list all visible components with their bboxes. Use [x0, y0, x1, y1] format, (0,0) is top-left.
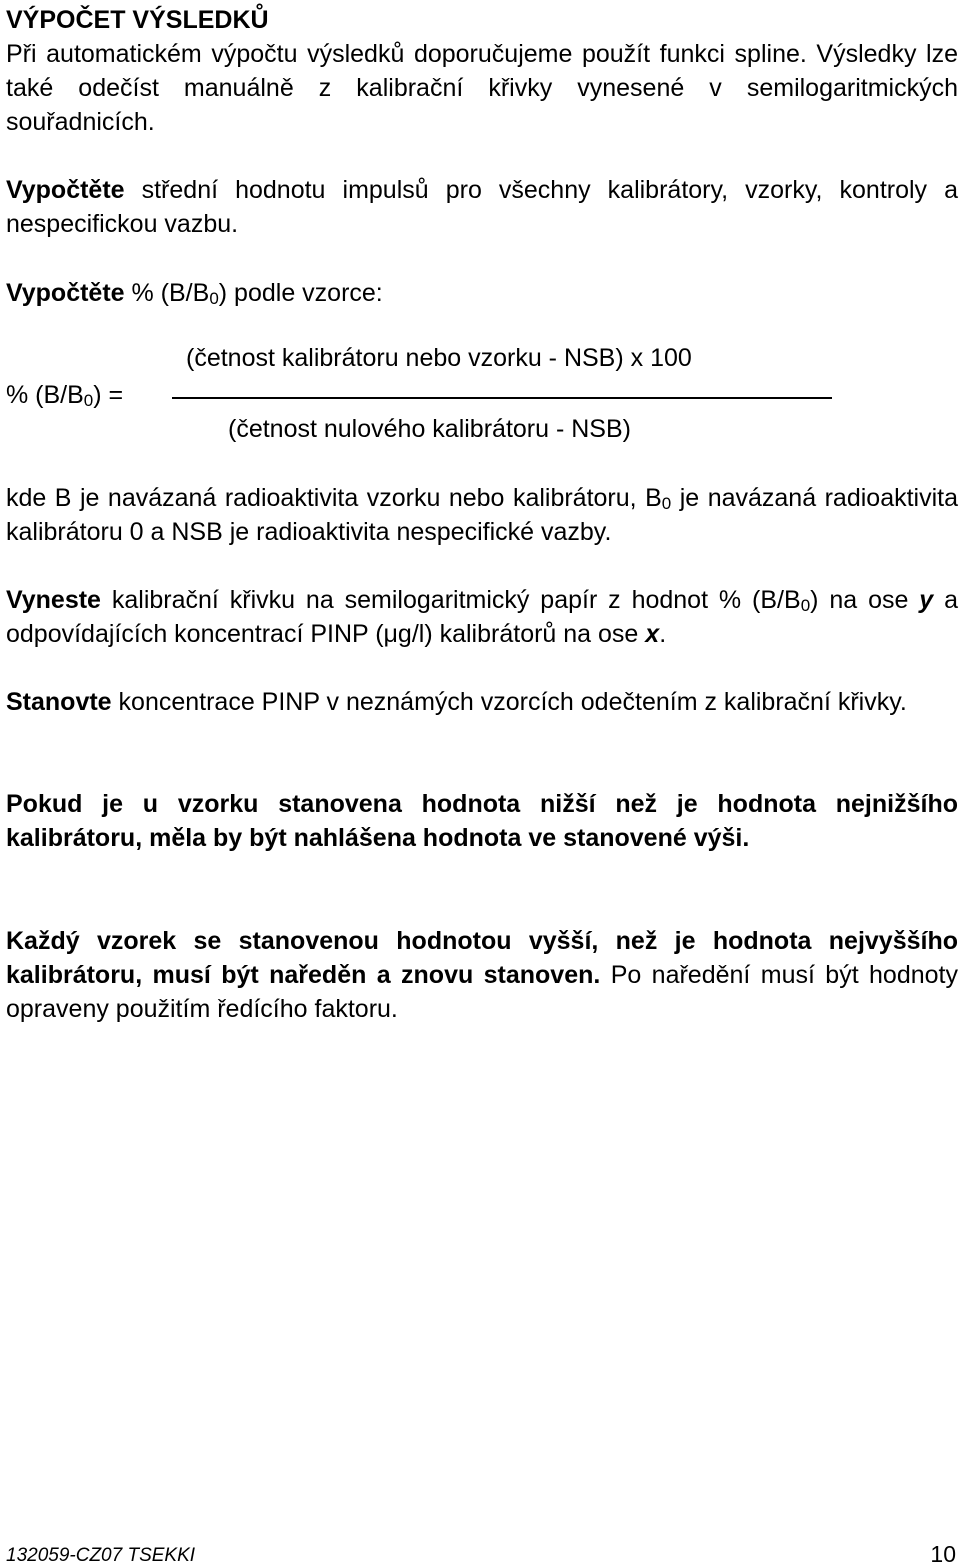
paragraph-plot-curve-text-5: .	[659, 620, 667, 648]
paragraph-definitions	[6, 481, 958, 549]
paragraph-determine-lead: Stanovte	[6, 688, 112, 716]
formula-fraction-line	[172, 397, 832, 399]
paragraph-definitions-text: kde B je navázaná radioaktivita vzorku nebo kalibrátoru, B	[6, 484, 662, 512]
formula-block	[0, 340, 960, 460]
micro-symbol: μ	[383, 620, 398, 648]
paragraph-high-value	[6, 924, 958, 1026]
formula-lhs-subscript: 0	[83, 391, 94, 410]
paragraph-calc-intro	[6, 276, 958, 310]
paragraph-mean-counts-text: střední hodnotu impulsů pro všechny kalibrátory, vzorky, kontroly a nespecifickou vazbu.	[6, 176, 958, 238]
axis-y-label: y	[919, 586, 934, 614]
paragraph-plot-curve	[6, 583, 958, 651]
formula-numerator: (četnost kalibrátoru nebo vzorku - NSB) x 100	[186, 344, 692, 372]
document-code: 132059-CZ07 TSEKKI	[6, 1545, 196, 1566]
paragraph-plot-curve-text-1: kalibrační křivku na semilogaritmický papír z hodnot % (B/B	[100, 586, 801, 614]
paragraph-plot-curve-text-3: a odpovídajících koncentrací PINP (	[6, 586, 959, 648]
paragraph-plot-curve-text-4: g/l) kalibrátorů na ose	[397, 620, 646, 648]
subscript-zero: 0	[209, 289, 219, 308]
paragraph-mean-counts	[6, 173, 958, 241]
paragraph-calc-intro-text: % (B/B	[124, 279, 210, 307]
paragraph-mean-counts-lead: Vypočtěte	[6, 176, 125, 204]
paragraph-spline-note: Při automatickém výpočtu výsledků doporučujeme použít funkci spline. Výsledky lze také odečíst manuálně z kalibrační křivky vynesené v semilogaritmických souřadnicích.	[6, 40, 958, 136]
paragraph-definitions-tail: je navázaná radioaktivita kalibrátoru 0 a NSB je radioaktivita nespecifické vazby.	[6, 484, 958, 546]
page-footer	[6, 1541, 956, 1567]
axis-x-label: x	[645, 620, 660, 648]
formula-lhs-equals: ) =	[93, 381, 124, 409]
subscript-zero: 0	[800, 596, 811, 615]
paragraph-calc-intro-tail: ) podle vzorce:	[218, 279, 383, 307]
paragraph-plot-curve-lead: Vyneste	[6, 586, 101, 614]
formula-lhs	[6, 378, 123, 412]
paragraph-high-value-lead: Každý vzorek se stanovenou hodnotou vyšší, než je hodnota nejvyššího kalibrátoru, musí být naředěn a znovu stanoven.	[6, 927, 958, 989]
paragraph-calc-intro-lead: Vypočtěte	[6, 279, 125, 307]
paragraph-determine-text: koncentrace PINP v neznámých vzorcích odečtením z kalibrační křivky.	[111, 688, 907, 716]
paragraph-high-value-text: Po naředění musí být hodnoty opraveny použitím ředícího faktoru.	[6, 961, 958, 1023]
paragraph-plot-curve-text-2: ) na ose	[810, 586, 920, 614]
formula-denominator: (četnost nulového kalibrátoru - NSB)	[228, 415, 631, 443]
section-title: VÝPOČET VÝSLEDKŮ	[6, 6, 269, 34]
page-number: 10	[930, 1541, 956, 1567]
formula-lhs-text: % (B/B	[6, 381, 84, 409]
subscript-zero: 0	[661, 494, 672, 513]
paragraph-determine	[6, 685, 958, 719]
paragraph-low-value: Pokud je u vzorku stanovena hodnota nižší než je hodnota nejnižšího kalibrátoru, měla by být nahlášena hodnota ve stanovené výši.	[6, 790, 958, 852]
